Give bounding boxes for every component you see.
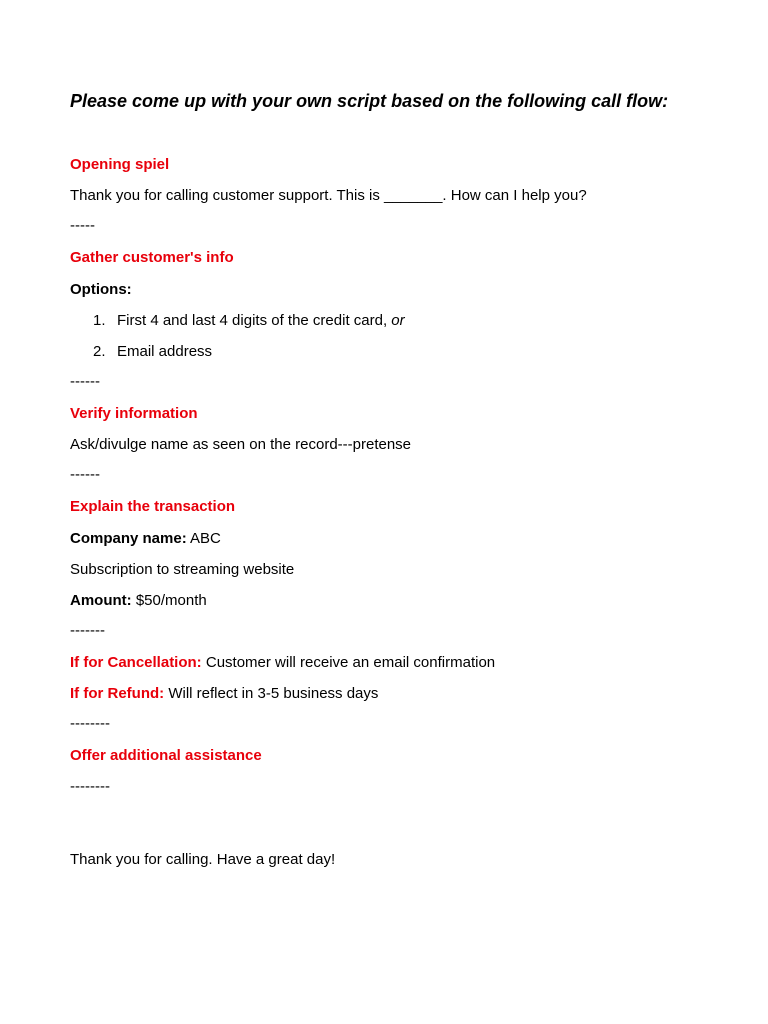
- divider: --------: [70, 715, 110, 732]
- divider: ------: [70, 373, 100, 390]
- list-number: 2.: [93, 343, 106, 360]
- heading-offer-assistance: Offer additional assistance: [70, 747, 262, 764]
- amount-label: Amount:: [70, 592, 132, 609]
- options-label: Options:: [70, 281, 132, 298]
- opening-spiel-text: Thank you for calling customer support. This is _______. How can I help you?: [70, 187, 587, 204]
- divider: -------: [70, 622, 105, 639]
- heading-explain-transaction: Explain the transaction: [70, 498, 236, 515]
- divider: --------: [70, 778, 110, 795]
- heading-opening-spiel: Opening spiel: [70, 156, 170, 173]
- divider: -----: [70, 217, 95, 234]
- list-item-text: First 4 and last 4 digits of the credit card,: [117, 312, 392, 329]
- amount-value: $50/month: [131, 592, 207, 609]
- list-item: [93, 311, 405, 331]
- refund-text: Will reflect in 3-5 business days: [164, 685, 379, 702]
- subscription-text: Subscription to streaming website: [70, 561, 295, 578]
- list-number: 1.: [93, 312, 106, 329]
- closing-text: Thank you for calling. Have a great day!: [70, 851, 336, 868]
- refund-label: If for Refund:: [70, 685, 165, 702]
- list-item-suffix: or: [391, 312, 405, 329]
- page-title: Please come up with your own script based on the following call flow:: [70, 91, 669, 111]
- company-name-row: [70, 529, 221, 549]
- heading-gather-info: Gather customer's info: [70, 249, 234, 266]
- company-name-value: ABC: [186, 530, 221, 547]
- list-item: [93, 342, 212, 362]
- cancellation-text: Customer will receive an email confirmation: [201, 654, 496, 671]
- company-name-label: Company name:: [70, 530, 187, 547]
- list-item-text: Email address: [117, 343, 213, 360]
- cancellation-label: If for Cancellation:: [70, 654, 202, 671]
- heading-verify-information: Verify information: [70, 405, 198, 422]
- divider: ------: [70, 466, 100, 483]
- verify-text: Ask/divulge name as seen on the record---pretense: [70, 436, 412, 453]
- refund-row: [70, 684, 378, 704]
- amount-row: [70, 591, 207, 611]
- cancellation-row: [70, 653, 495, 673]
